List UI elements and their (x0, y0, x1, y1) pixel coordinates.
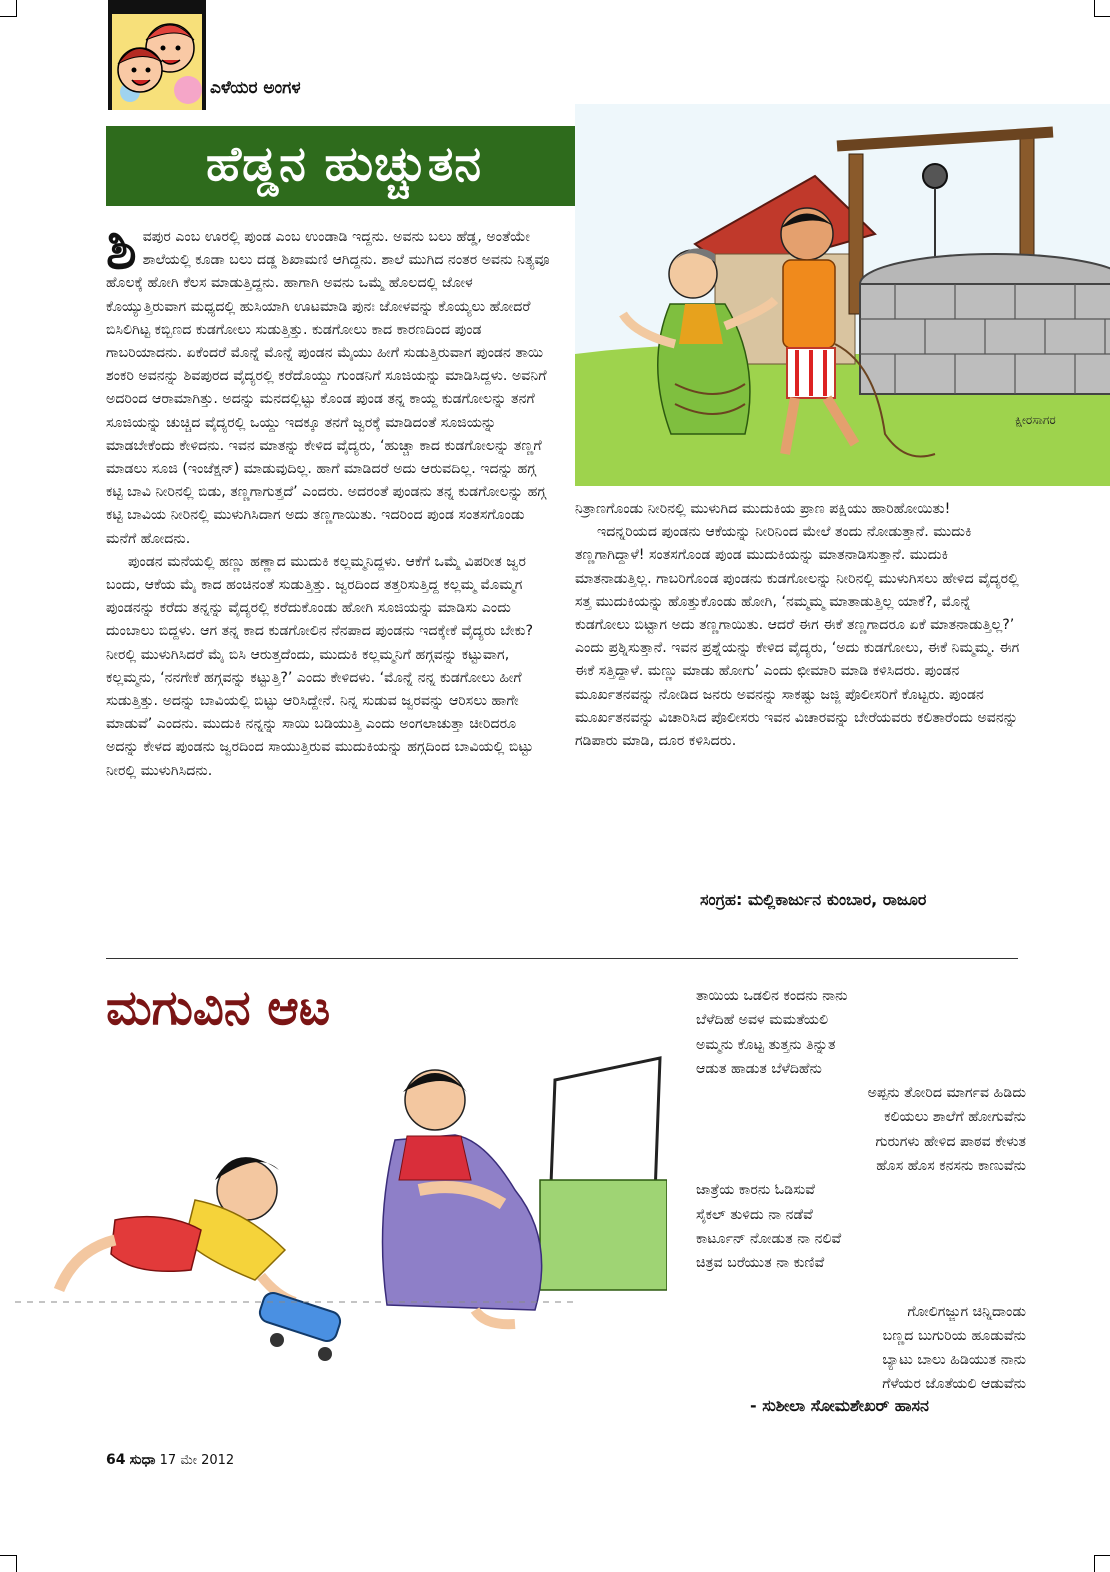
crop-mark (0, 0, 17, 17)
story-credit: ಸಂಗ್ರಹ: ಮಲ್ಲಿಕಾರ್ಜುನ ಕುಂಬಾರ, ರಾಜೂರ (700, 890, 927, 909)
story-paragraph: ವಪುರ ಎಂಬ ಊರಲ್ಲಿ ಪುಂಡ ಎಂಬ ಉಂಡಾಡಿ ಇದ್ದನು. ಅವನು ಬಲು ಹೆಡ್ಡ, ಅಂತೆಯೇ ಶಾಲೆಯಲ್ಲಿ ಕೂಡಾ ಬಲು ದಡ್ಡ ಶಿಖಾಮಣಿ ಆಗಿದ್ದನು. ಶಾಲೆ ಮುಗಿದ ನಂತರ ಅವನು ನಿತ್ಯವೂ ಹೊಲಕ್ಕೆ ಹೋಗಿ ಕೆಲಸ ಮಾಡುತ್ತಿದ್ದನು. ಹಾಗಾಗಿ ಅವನು ಒಮ್ಮೆ ಹೊಲದಲ್ಲಿ ಜೋಳ ಕೊಯ್ಯುತ್ತಿರುವಾಗ ಮಧ್ಯದಲ್ಲಿ ಹುಸಿಯಾಗಿ ಊಟಮಾಡಿ ಪುನಃ ಜೋಳವನ್ನು ಕೊಯ್ಯಲು ಹೋದರೆ ಬಿಸಿಲಿಗಿಟ್ಟ ಕಬ್ಬಿಣದ ಕುಡಗೋಲು ಸುಡುತ್ತಿತ್ತು. ಕುಡಗೋಲು ಕಾದ ಕಾರಣದಿಂದ ಪುಂಡ ಗಾಬರಿಯಾದನು. ಏಕೆಂದರೆ ಮೊನ್ನೆ ಮೊನ್ನೆ ಪುಂಡನ ಮೈಯು ಹೀಗೆ ಸುಡುತ್ತಿರುವಾಗ ಪುಂಡನ ತಾಯಿ ಶಂಕರಿ ಅವನನ್ನು ಶಿವಪುರದ ವೈದ್ಯರಲ್ಲಿ ಕರೆದೊಯ್ದು ಗುಂಡನಿಗೆ ಸೂಜಿಯನ್ನು ಮಾಡಿಸಿದ್ದಳು. ಅವನಿಗೆ ಅದರಿಂದ ಆರಾಮಾಗಿತ್ತು. ಅದನ್ನು ಮನದಲ್ಲಿಟ್ಟು ಕೊಂಡ ಪುಂಡ ತನ್ನ ಕಾಯ್ದ ಕುಡಗೋಲನ್ನು ತನಗೆ ಸೂಜಿಯನ್ನು ಚುಚ್ಚಿದ ವೈದ್ಯರಲ್ಲಿ ಒಯ್ದು ಇದಕ್ಕೂ ತನಗೆ ಜ್ವರಕ್ಕೆ ಮಾಡಿದಂತೆ ಸೂಜಿಯನ್ನು ಮಾಡಬೇಕೆಂದು ಕೇಳಿದನು. ಇವನ ಮಾತನ್ನು ಕೇಳಿದ ವೈದ್ಯರು, ‘ಹುಚ್ಚಾ ಕಾದ ಕುಡಗೋಲನ್ನು ತಣ್ಣಗೆ ಮಾಡಲು ಸೂಜಿ (ಇಂಜೆಕ್ಷನ್) ಮಾಡುವುದಿಲ್ಲ. ಹಾಗೆ ಮಾಡಿದರೆ ಅದು ಆರುವದಿಲ್ಲ. ಇದನ್ನು ಹಗ್ಗ ಕಟ್ಟಿ ಬಾವಿ ನೀರಿನಲ್ಲಿ ಬಿಡು, ತಣ್ಣಗಾಗುತ್ತದೆ’ ಎಂದರು. ಅದರಂತೆ ಪುಂಡನು ತನ್ನ ಕುಡಗೋಲನ್ನು ಹಗ್ಗ ಕಟ್ಟಿ ಬಾವಿಯ ನೀರಿನಲ್ಲಿ ಮುಳುಗಿಸಿದಾಗ ಅದು ತಣ್ಣಗಾಯಿತು. ಇದರಿಂದ ಪುಂಡ ಸಂತಸಗೊಂಡು ಮನೆಗೆ ಹೋದನು. (106, 229, 550, 547)
poem-stanza (696, 1300, 1026, 1397)
poem-stanza (696, 984, 1026, 1081)
story-paragraph: ಪುಂಡನ ಮನೆಯಲ್ಲಿ ಹಣ್ಣು ಹಣ್ಣಾದ ಮುದುಕಿ ಕಲ್ಲಮ್ಮನಿದ್ದಳು. ಆಕೆಗೆ ಒಮ್ಮೆ ವಿಪರೀತ ಜ್ವರ ಬಂದು, ಆಕೆಯ ಮೈ ಕಾದ ಹಂಚಿನಂತೆ ಸುಡುತ್ತಿತ್ತು. ಜ್ವರದಿಂದ ತತ್ತರಿಸುತ್ತಿದ್ದ ಕಲ್ಲಮ್ಮ ಮೊಮ್ಮಗ ಪುಂಡನನ್ನು ಕರೆದು ತನ್ನನ್ನು ವೈದ್ಯರಲ್ಲಿ ಕರೆದುಕೊಂಡು ಹೋಗಿ ಸೂಜಿಯನ್ನು ಮಾಡಿಸು ಎಂದು ದುಂಬಾಲು ಬಿದ್ದಳು. ಆಗ ತನ್ನ ಕಾದ ಕುಡಗೋಲಿನ ನೆನಪಾದ ಪುಂಡನು ಇದಕ್ಕೇಕೆ ವೈದ್ಯರು ಬೇಕು? ನೀರಲ್ಲಿ ಮುಳುಗಿಸಿದರೆ ಮೈ ಬಿಸಿ ಆರುತ್ತದೆಂದು, ಮುದುಕಿ ಕಲ್ಲಮ್ಮನಿಗೆ ಹಗ್ಗವನ್ನು ಕಟ್ಟುವಾಗ, ಕಲ್ಲಮ್ಮನು, ‘ನನಗೇಕೆ ಹಗ್ಗವನ್ನು ಕಟ್ಟುತ್ತಿ?’ ಎಂದು ಕೇಳಿದಳು. ‘ಮೊನ್ನೆ ನನ್ನ ಕುಡಗೋಲು ಹೀಗೆ ಸುಡುತ್ತಿತ್ತು. ಅದನ್ನು ಬಾವಿಯಲ್ಲಿ ಬಿಟ್ಟು ಆರಿಸಿದ್ದೇನೆ. ನಿನ್ನ ಸುಡುವ ಜ್ವರವನ್ನು ಆರಿಸಲು ಹಾಗೇ ಮಾಡುವೆ’ ಎಂದನು. ಮುದುಕಿ ನನ್ನನ್ನು ಸಾಯಿ ಬಡಿಯುತ್ತಿ ಎಂದು ಅಂಗಲಾಚುತ್ತಾ ಚೀರಿದರೂ ಅದನ್ನು ಕೇಳದ ಪುಂಡನು ಜ್ವರದಿಂದ ಸಾಯುತ್ತಿರುವ ಮುದುಕಿಯನ್ನು ಹಗ್ಗದಿಂದ ಬಾವಿಯಲ್ಲಿ ಬಿಟ್ಟು ನೀರಲ್ಲಿ ಮುಳುಗಿಸಿದನು. (106, 553, 534, 779)
illustration-signature: ಕ್ಷೀರಸಾಗರ (1015, 413, 1056, 427)
divider (106, 958, 1018, 959)
story-right-column (575, 498, 1023, 753)
poem-line: ಅಮ್ಮನು ಕೊಟ್ಟ ತುತ್ತನು ತಿನ್ನುತ (696, 1036, 836, 1053)
poem-line: ಗೆಳೆಯರ ಜೊತೆಯಲಿ ಆಡುವೆನು (882, 1376, 1026, 1393)
magazine-name: ಸುಧಾ (129, 1452, 156, 1468)
crop-mark (0, 1555, 17, 1572)
poem-line: ಸೈಕಲ್ ತುಳಿದು ನಾ ನಡೆವೆ (696, 1206, 813, 1223)
poem-line: ಆಡುತ ಹಾಡುತ ಬೆಳೆದಿಹೆನು (696, 1060, 822, 1077)
poem-line: ಕಾರ್ಟೂನ್ ನೋಡುತ ನಾ ನಲಿವೆ (696, 1230, 842, 1247)
section-label: ಎಳೆಯರ ಅಂಗಳ (210, 78, 301, 98)
story-left-column (106, 217, 550, 783)
poem-line: ಚಿತ್ರವ ಬರೆಯುತ ನಾ ಕುಣಿವೆ (696, 1255, 825, 1272)
story-paragraph: ನಿತ್ರಾಣಗೊಂಡು ನೀರಿನಲ್ಲಿ ಮುಳುಗಿದ ಮುದುಕಿಯ ಪ್ರಾಣ ಪಕ್ಷಿಯು ಹಾರಿಹೋಯಿತು! (575, 501, 951, 517)
drop-cap: ಶಿ (106, 217, 137, 282)
poem-line: ತಾಯಿಯ ಒಡಲಿನ ಕಂದನು ನಾನು (696, 988, 848, 1004)
poem-line: ಬಣ್ಣದ ಬುಗುರಿಯ ಹೂಡುವೆನು (882, 1327, 1026, 1344)
poem-title: ಮಗುವಿನ ಆಟ (106, 980, 331, 1036)
poem-stanza (696, 1178, 1026, 1275)
crop-mark (1094, 0, 1110, 17)
poem-body (696, 984, 1026, 1397)
poem-credit: - ಸುಶೀಲಾ ಸೋಮಶೇಖರ್ ಹಾಸನ (750, 1396, 929, 1415)
page-number: 64 (106, 1452, 126, 1468)
poem-line: ಗುರುಗಳು ಹೇಳಿದ ಪಾಠವ ಕೇಳುತ (875, 1133, 1026, 1150)
poem-line: ಜಾತ್ರೆಯ ಕಾರನು ಓಡಿಸುವೆ (696, 1182, 815, 1199)
story-paragraph: ಇದನ್ನರಿಯದ ಪುಂಡನು ಆಕೆಯನ್ನು ನೀರಿನಿಂದ ಮೇಲೆ ತಂದು ನೋಡುತ್ತಾನೆ. ಮುದುಕಿ ತಣ್ಣಗಾಗಿದ್ದಾಳೆ! ಸಂತಸಗೊಂಡ ಪುಂಡ ಮುದುಕಿಯನ್ನು ಮಾತನಾಡಿಸುತ್ತಾನೆ. ಮುದುಕಿ ಮಾತನಾಡುತ್ತಿಲ್ಲ. ಗಾಬರಿಗೊಂಡ ಪುಂಡನು ಕುಡಗೋಲನ್ನು ನೀರಿನಲ್ಲಿ ಮುಳುಗಿಸಲು ಹೇಳಿದ ವೈದ್ಯರಲ್ಲಿ ಸತ್ತ ಮುದುಕಿಯನ್ನು ಹೊತ್ತುಕೊಂಡು ಹೋಗಿ, ‘ನಮ್ಮಮ್ಮ ಮಾತಾಡುತ್ತಿಲ್ಲ ಯಾಕೆ?, ಮೊನ್ನೆ ಕುಡಗೋಲು ಬಿಟ್ಟಾಗ ಅದು ತಣ್ಣಗಾಯಿತು. ಆದರೆ ಈಗ ಈಕೆ ತಣ್ಣಗಾದರೂ ಏಕೆ ಮಾತನಾಡುತ್ತಿಲ್ಲ?’ ಎಂದು ಪ್ರಶ್ನಿಸುತ್ತಾನೆ. ಇವನ ಪ್ರಶ್ನೆಯನ್ನು ಕೇಳಿದ ವೈದ್ಯರು, ‘ಅದು ಕುಡಗೋಲು, ಈಕೆ ನಿಮ್ಮಮ್ಮ. ಈಗ ಈಕೆ ಸತ್ತಿದ್ದಾಳೆ. ಮಣ್ಣು ಮಾಡು ಹೋಗು’ ಎಂದು ಛೀಮಾರಿ ಮಾಡಿ ಕಳಿಸಿದರು. ಪುಂಡನ ಮೂರ್ಖತನವನ್ನು ನೋಡಿದ ಜನರು ಅವನನ್ನು ಸಾಕಷ್ಟು ಜಜ್ಜಿ ಪೊಲೀಸರಿಗೆ ಕೊಟ್ಟರು. ಪುಂಡನ ಮೂರ್ಖತನವನ್ನು ವಿಚಾರಿಸಿದ ಪೊಲೀಸರು ಇವನ ವಿಚಾರವನ್ನು ಬೇರೆಯವರು ಕಲಿತಾರೆಂದು ಅವನನ್ನು ಗಡಿಪಾರು ಮಾಡಿ, ದೂರ ಕಳಿಸಿದರು. (575, 524, 1020, 750)
poem-line: ಗೋಲಿಗಜ್ಜುಗ ಚಿನ್ನಿದಾಂಡು (907, 1303, 1026, 1320)
poem-line: ಅಪ್ಪನು ತೋರಿದ ಮಾರ್ಗವ ಹಿಡಿದು (867, 1085, 1026, 1102)
poem-stanza (696, 1081, 1026, 1178)
section-logo (108, 0, 206, 110)
poem-illustration (15, 1040, 667, 1380)
issue-date: 17 ಮೇ 2012 (159, 1453, 235, 1468)
crop-mark (1094, 1555, 1110, 1572)
poem-line: ಬ್ಯಾಟು ಬಾಲು ಹಿಡಿಯುತ ನಾನು (882, 1352, 1026, 1369)
poem-line: ಬೆಳೆದಿಹೆ ಅವಳ ಮಮತೆಯಲಿ (696, 1012, 829, 1029)
story-illustration (575, 104, 1110, 486)
poem-line: ಕಲಿಯಲು ಶಾಲೆಗೆ ಹೋಗುವೆನು (884, 1109, 1026, 1126)
story-title: ಹೆಡ್ಡನ ಹುಚ್ಚುತನ (106, 126, 582, 206)
page-footer (106, 1452, 234, 1468)
poem-line: ಹೊಸ ಹೊಸ ಕನಸನು ಕಾಣುವೆನು (876, 1158, 1026, 1175)
